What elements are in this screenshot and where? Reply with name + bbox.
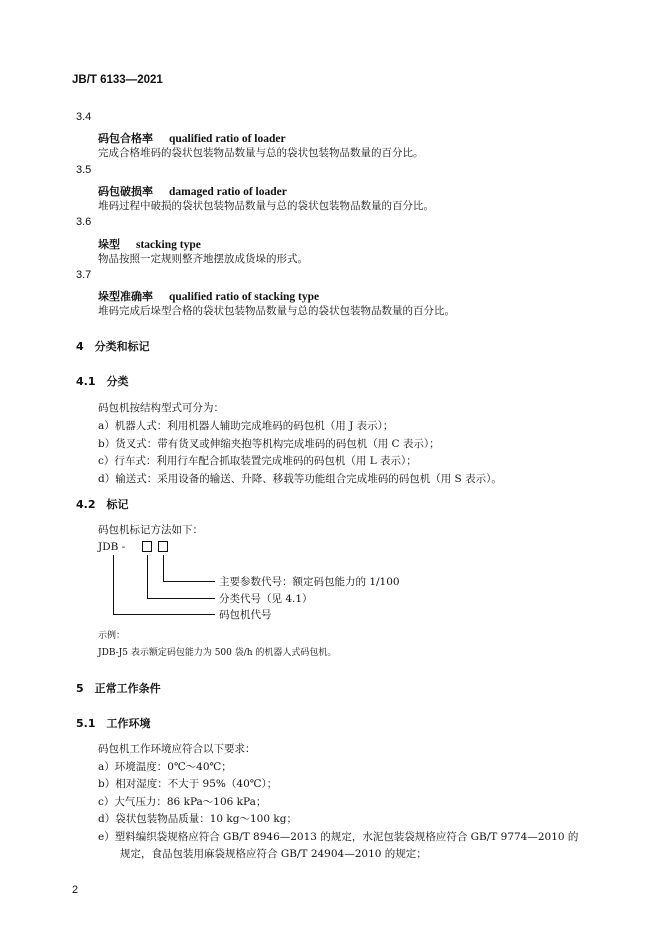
- list-item: a）环境温度：0℃～40℃；: [98, 761, 232, 773]
- list-item: e）塑料编织袋规格应符合 GB/T 8946—2013 的规定，水泥包装袋规格应符合 GB/T 9774—2010 的: [98, 831, 579, 843]
- paragraph: 码包机按结构型式可分为：: [98, 402, 224, 414]
- marking-placeholder-box: [158, 541, 168, 552]
- list-item: b）货叉式：带有货叉或伸缩夹抱等机构完成堆码的码包机（用 C 表示）；: [98, 438, 440, 450]
- leader-line: [113, 614, 215, 615]
- clause-number: 3.4: [76, 111, 92, 123]
- marking-placeholder-box: [142, 541, 152, 552]
- example-text: JDB-J5 表示额定码包能力为 500 袋/h 的机器人式码包机。: [98, 648, 337, 658]
- leader-line: [147, 598, 215, 599]
- leader-line: [113, 555, 114, 615]
- page-number: 2: [72, 884, 79, 896]
- example-label: 示例：: [98, 631, 126, 641]
- subsection-heading: 4.2 标记: [76, 498, 129, 511]
- list-item: b）相对湿度：不大于 95%（40℃）；: [98, 778, 278, 790]
- list-item-continuation: 规定，食品包装用麻袋规格应符合 GB/T 24904—2010 的规定；: [120, 848, 427, 860]
- leader-line: [147, 555, 148, 599]
- term-chinese: 垛型: [98, 238, 120, 251]
- term-definition: 堆码过程中破损的袋状包装物品数量与总的袋状包装物品数量的百分比。: [98, 200, 434, 212]
- subsection-heading: 5.1 工作环境: [76, 717, 151, 730]
- term-definition: 完成合格堆码的袋状包装物品数量与总的袋状包装物品数量的百分比。: [98, 147, 424, 159]
- clause-number: 3.5: [76, 164, 92, 176]
- term-heading: [98, 127, 286, 146]
- list-item: c）大气压力：86 kPa～106 kPa；: [98, 796, 267, 808]
- term-heading: [98, 233, 201, 252]
- subsection-heading: 4.1 分类: [76, 375, 129, 388]
- marking-label: 码包机代号: [219, 609, 272, 621]
- list-item: c）行车式：利用行车配合抓取装置完成堆码的码包机（用 L 表示）；: [98, 455, 417, 467]
- list-item: d）输送式：采用设备的输送、升降、移载等功能组合完成堆码的码包机（用 S 表示）。: [98, 473, 502, 485]
- marking-label: 主要参数代号：额定码包能力的 1/100: [219, 576, 400, 588]
- term-heading: [98, 285, 319, 304]
- paragraph: 码包机工作环境应符合以下要求：: [98, 743, 256, 755]
- term-english: qualified ratio of stacking type: [169, 291, 320, 303]
- clause-number: 3.6: [76, 216, 92, 228]
- marking-label: 分类代号（见 4.1）: [219, 593, 313, 605]
- term-english: damaged ratio of loader: [169, 186, 287, 198]
- clause-number: 3.7: [76, 269, 92, 281]
- term-english: stacking type: [136, 239, 201, 251]
- term-english: qualified ratio of loader: [169, 133, 286, 145]
- section-heading: 4 分类和标记: [76, 340, 150, 353]
- list-item: a）机器人式：利用机器人辅助完成堆码的码包机（用 J 表示）；: [98, 420, 394, 432]
- term-definition: 物品按照一定规则整齐地摆放成货垛的形式。: [98, 253, 308, 265]
- term-chinese: 码包破损率: [98, 185, 153, 198]
- list-item: d）袋状包装物品质量：10 kg～100 kg；: [98, 813, 297, 825]
- leader-line: [163, 555, 164, 582]
- term-chinese: 码包合格率: [98, 132, 153, 145]
- leader-line: [163, 581, 215, 582]
- paragraph: 码包机标记方法如下：: [98, 524, 203, 536]
- term-heading: [98, 180, 287, 199]
- marking-code: JDB -: [98, 541, 126, 553]
- term-chinese: 垛型准确率: [98, 290, 153, 303]
- section-heading: 5 正常工作条件: [76, 682, 161, 695]
- document-id: JB/T 6133—2021: [72, 74, 163, 86]
- term-definition: 堆码完成后垛型合格的袋状包装物品数量与总的袋状包装物品数量的百分比。: [98, 305, 455, 317]
